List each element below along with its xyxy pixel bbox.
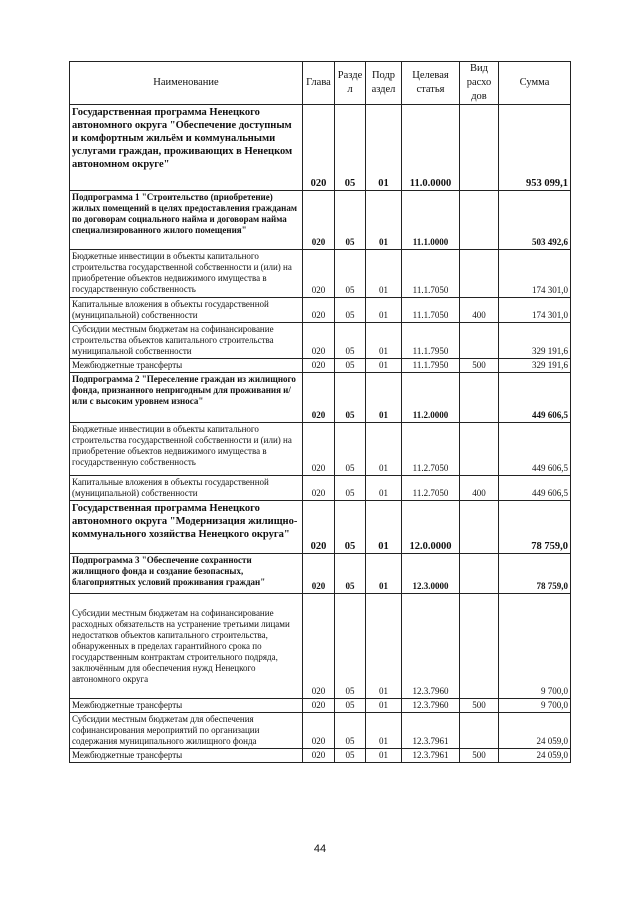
row-target: 12.3.7960 [402,699,460,713]
header-name: Наименование [70,62,303,105]
row-amount: 174 301,0 [499,250,571,298]
table-row [70,250,571,298]
row-subsection: 01 [366,501,402,554]
table-row [70,323,571,359]
row-subsection: 01 [366,749,402,763]
row-target: 12.3.7961 [402,713,460,749]
row-type: 500 [460,699,499,713]
row-chapter: 020 [303,749,335,763]
header-type: Вид расхо дов [460,62,499,105]
row-subsection: 01 [366,554,402,594]
row-amount: 24 059,0 [499,713,571,749]
row-chapter: 020 [303,373,335,423]
row-subsection: 01 [366,594,402,699]
table-row [70,476,571,501]
row-section: 05 [335,476,366,501]
row-chapter: 020 [303,359,335,373]
row-subsection: 01 [366,191,402,250]
row-section: 05 [335,423,366,476]
row-type: 400 [460,298,499,323]
row-section: 05 [335,554,366,594]
row-subsection: 01 [366,250,402,298]
row-type [460,105,499,191]
row-amount: 9 700,0 [499,699,571,713]
row-section: 05 [335,699,366,713]
row-subsection: 01 [366,298,402,323]
row-name: Подпрограмма 1 "Строительство (приобретение) жилых помещений в целях предоставления гражданам по договорам социального найма и договорам найма специализированного жилого помещения" [70,191,303,250]
row-chapter: 020 [303,423,335,476]
row-section: 05 [335,713,366,749]
row-name: Субсидии местным бюджетам на софинансирование расходных обязательств на устранение третьими лицами недостатков объектов капитального строительства, обнаруженных в пределах гарантийного срока по государственным контрактам строительного подряда, заключённым для обеспечения нужд Ненецкого автономного округа [70,594,303,699]
page-number: 44 [313,843,327,855]
table-row [70,713,571,749]
header-target: Целевая статья [402,62,460,105]
row-chapter: 020 [303,699,335,713]
row-type [460,713,499,749]
row-section: 05 [335,594,366,699]
row-target: 11.1.7950 [402,323,460,359]
row-amount: 174 301,0 [499,298,571,323]
row-amount: 953 099,1 [499,105,571,191]
table-row [70,594,571,699]
row-chapter: 020 [303,250,335,298]
table-row [70,554,571,594]
row-type [460,423,499,476]
table-row [70,699,571,713]
row-type: 400 [460,476,499,501]
row-name: Межбюджетные трансферты [70,699,303,713]
row-section: 05 [335,501,366,554]
row-subsection: 01 [366,323,402,359]
table-row [70,191,571,250]
row-target: 11.1.7050 [402,298,460,323]
table-row [70,423,571,476]
row-name: Бюджетные инвестиции в объекты капитального строительства государственной собственности и (или) на приобретение объектов недвижимого имущества в государственную собственность [70,423,303,476]
row-amount: 24 059,0 [499,749,571,763]
table-row [70,501,571,554]
row-type [460,594,499,699]
row-target: 11.2.7050 [402,423,460,476]
row-chapter: 020 [303,191,335,250]
row-subsection: 01 [366,105,402,191]
row-chapter: 020 [303,501,335,554]
row-target: 12.3.0000 [402,554,460,594]
table-header-row [70,62,571,105]
row-subsection: 01 [366,699,402,713]
row-section: 05 [335,298,366,323]
table-row [70,373,571,423]
row-name: Подпрограмма 3 "Обеспечение сохранности жилищного фонда и создание безопасных, благоприятных условий проживания граждан" [70,554,303,594]
row-section: 05 [335,373,366,423]
table-row [70,298,571,323]
table-row [70,105,571,191]
header-amount: Сумма [499,62,571,105]
table-row [70,749,571,763]
row-chapter: 020 [303,713,335,749]
row-name: Подпрограмма 2 "Переселение граждан из жилищного фонда, признанного непригодным для проживания и/или с высоким уровнем износа" [70,373,303,423]
row-type [460,323,499,359]
row-section: 05 [335,749,366,763]
row-section: 05 [335,323,366,359]
row-type [460,250,499,298]
row-subsection: 01 [366,359,402,373]
row-amount: 449 606,5 [499,423,571,476]
row-type [460,373,499,423]
row-target: 11.2.0000 [402,373,460,423]
row-name: Капитальные вложения в объекты государственной (муниципальной) собственности [70,476,303,501]
row-type [460,191,499,250]
row-name: Субсидии местным бюджетам на софинансирование строительства объектов капитального строительства муниципальной собственности [70,323,303,359]
row-amount: 449 606,5 [499,373,571,423]
row-amount: 503 492,6 [499,191,571,250]
row-target: 12.0.0000 [402,501,460,554]
row-chapter: 020 [303,476,335,501]
row-target: 11.1.7050 [402,250,460,298]
row-subsection: 01 [366,373,402,423]
row-subsection: 01 [366,476,402,501]
row-type: 500 [460,359,499,373]
row-target: 11.2.7050 [402,476,460,501]
row-target: 11.1.0000 [402,191,460,250]
row-target: 11.0.0000 [402,105,460,191]
row-target: 12.3.7960 [402,594,460,699]
row-amount: 78 759,0 [499,554,571,594]
row-chapter: 020 [303,594,335,699]
row-chapter: 020 [303,105,335,191]
row-amount: 9 700,0 [499,594,571,699]
row-subsection: 01 [366,713,402,749]
header-chapter: Глава [303,62,335,105]
row-target: 12.3.7961 [402,749,460,763]
row-amount: 329 191,6 [499,323,571,359]
row-section: 05 [335,359,366,373]
row-amount: 78 759,0 [499,501,571,554]
header-subsection: Подр аздел [366,62,402,105]
row-name: Межбюджетные трансферты [70,359,303,373]
row-name: Государственная программа Ненецкого автономного округа "Модернизация жилищно-коммунального хозяйства Ненецкого округа" [70,501,303,554]
row-chapter: 020 [303,554,335,594]
row-subsection: 01 [366,423,402,476]
row-section: 05 [335,105,366,191]
row-type [460,554,499,594]
row-type [460,501,499,554]
row-amount: 449 606,5 [499,476,571,501]
row-name: Межбюджетные трансферты [70,749,303,763]
row-chapter: 020 [303,298,335,323]
row-name: Субсидии местным бюджетам для обеспечения софинансирования мероприятий по организации содержания муниципального жилищного фонда [70,713,303,749]
row-amount: 329 191,6 [499,359,571,373]
row-chapter: 020 [303,323,335,359]
header-section: Разде л [335,62,366,105]
row-name: Капитальные вложения в объекты государственной (муниципальной) собственности [70,298,303,323]
row-name: Государственная программа Ненецкого автономного округа "Обеспечение доступным и комфортным жильём и коммунальными услугами граждан, проживающих в Ненецком автономном округе" [70,105,303,191]
table-row [70,359,571,373]
row-section: 05 [335,191,366,250]
row-name: Бюджетные инвестиции в объекты капитального строительства государственной собственности и (или) на приобретение объектов недвижимого имущества в государственную собственность [70,250,303,298]
row-target: 11.1.7950 [402,359,460,373]
row-section: 05 [335,250,366,298]
row-type: 500 [460,749,499,763]
budget-table [69,61,571,763]
